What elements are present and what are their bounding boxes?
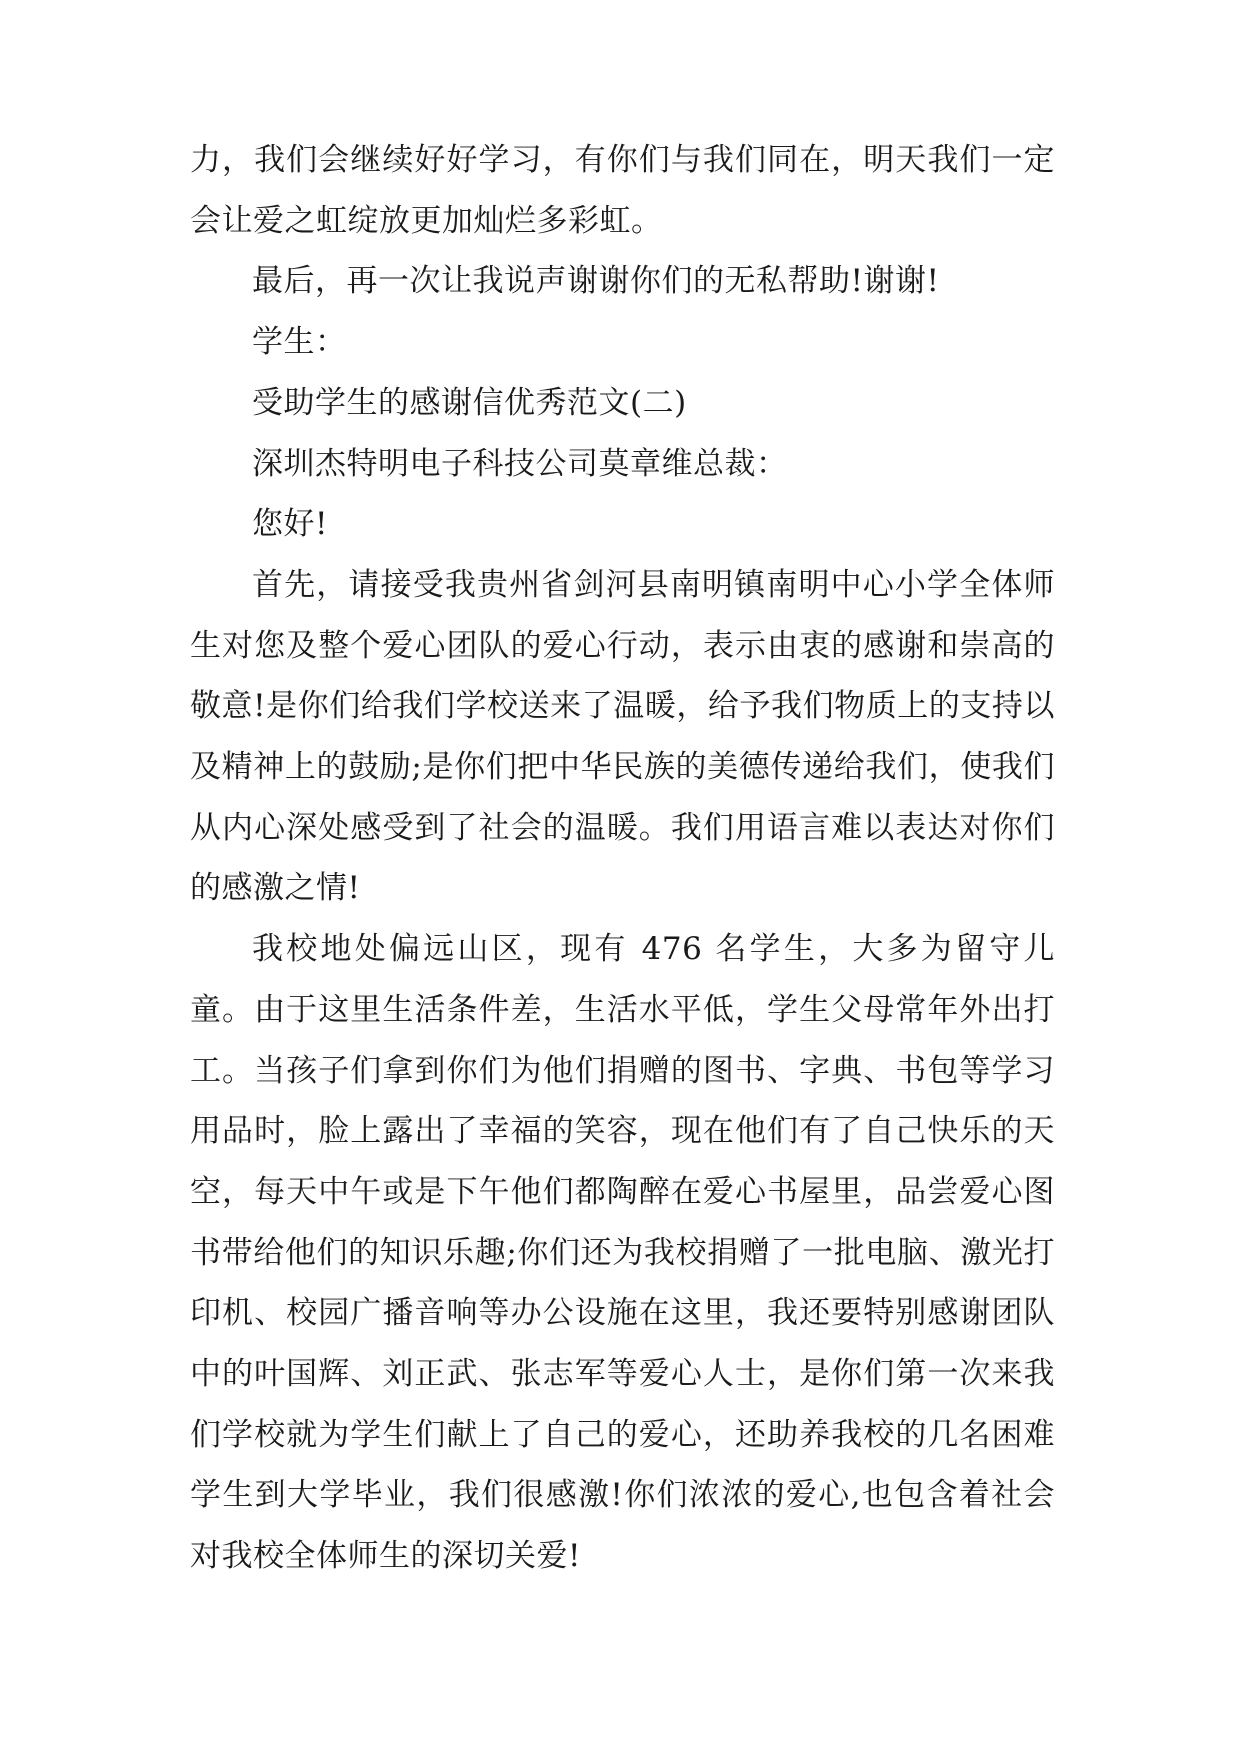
paragraph-closing-thanks: 最后，再一次让我说声谢谢你们的无私帮助!谢谢! [252,263,940,300]
letter-greeting: 您好! [252,506,328,543]
section-title: 受助学生的感谢信优秀范文(二) [252,384,687,421]
paragraph-school-description: 我校地处偏远山区，现有 476 名学生，大多为留守儿童。由于这里生活条件差，生活水平低，学生父母常年外出打工。当孩子们拿到你们为他们捐赠的图书、字典、书包等学习用品时，脸上露出了幸福的笑容，现在他们有了自己快乐的天空，每天中午或是下午他们都陶醉在爱心书屋里，品尝爱心图书带给他们的知识乐趣;你们还为我校捐赠了一批电脑、激光打印机、校园广播音响等办公设施在这里，我还要特别感谢团队中的叶国辉、刘正武、张志军等爱心人士，是你们第一次来我们学校就为学生们献上了自己的爱心，还助养我校的几名困难学生到大学毕业，我们很感激!你们浓浓的爱心,也包含着社会对我校全体师生的深切关爱! [190,931,1055,1575]
paragraph-gratitude: 首先，请接受我贵州省剑河县南明镇南明中心小学全体师生对您及整个爱心团队的爱心行动，表示由衷的感谢和崇高的敬意!是你们给我们学校送来了温暖，给予我们物质上的支持以及精神上的鼓励;是你们把中华民族的美德传递给我们，使我们从内心深处感受到了社会的温暖。我们用语言难以表达对你们的感激之情! [190,566,1055,907]
letter-addressee: 深圳杰特明电子科技公司莫章维总裁： [252,445,788,482]
signature-student: 学生： [252,324,347,361]
paragraph-continuation: 力，我们会继续好好学习，有你们与我们同在，明天我们一定会让爱之虹绽放更加灿烂多彩虹。 [190,142,1055,239]
body-text [190,130,1055,1587]
